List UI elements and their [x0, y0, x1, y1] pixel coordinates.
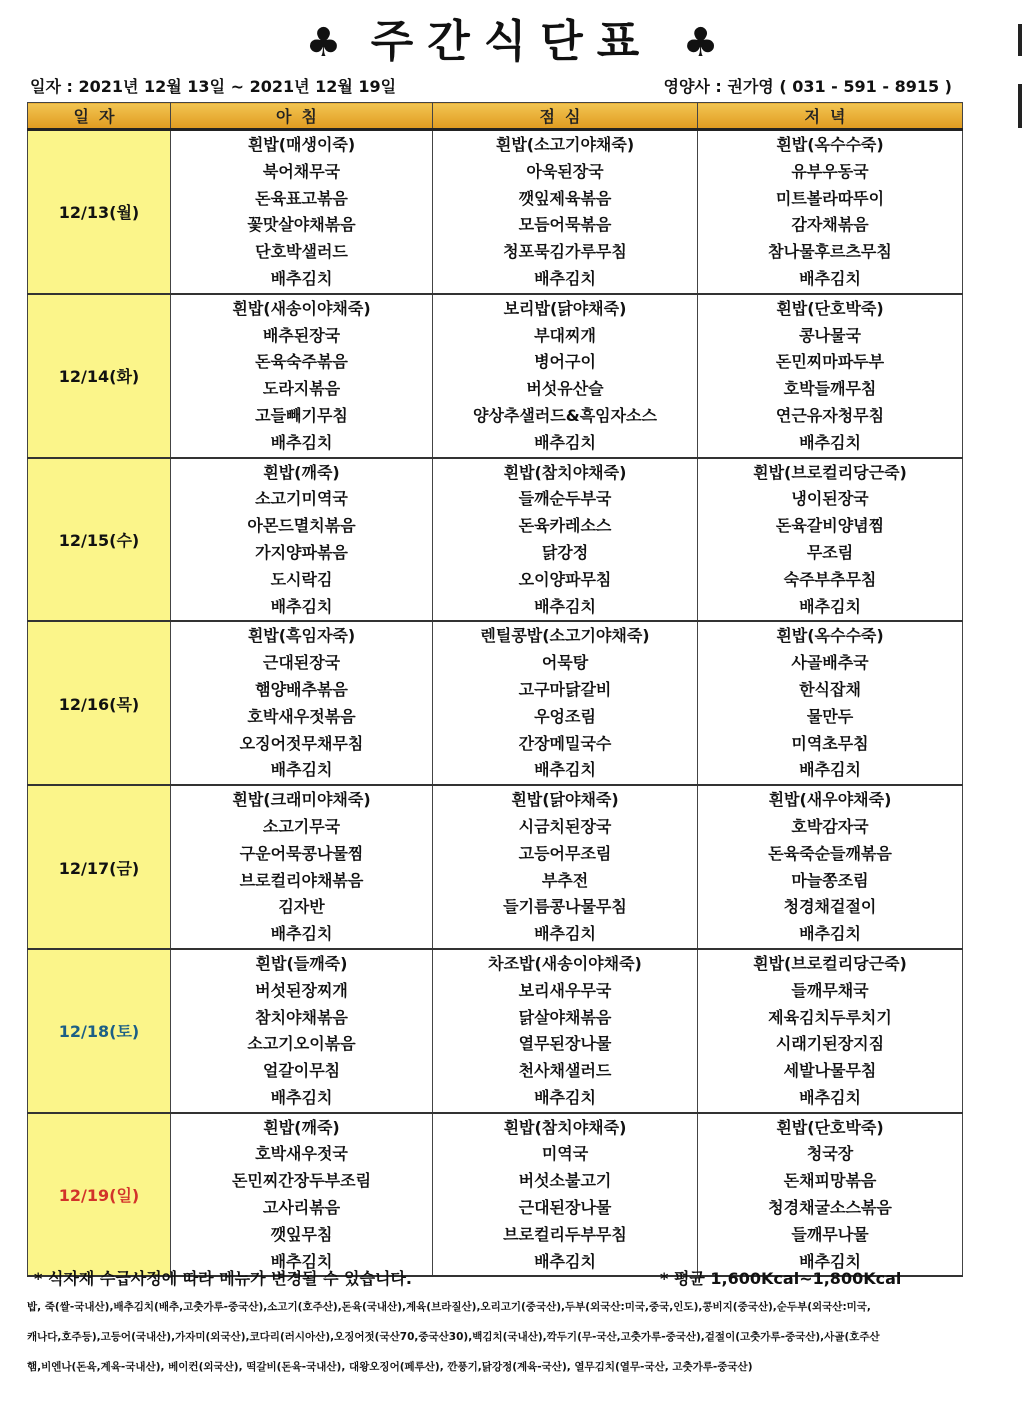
menu-item: 물만두	[806, 706, 854, 726]
breakfast-cell	[171, 621, 433, 785]
scan-edge-mark	[1018, 24, 1022, 56]
menu-item: 버섯소불고기	[518, 1171, 612, 1191]
day-date: 12/15(수)	[28, 458, 171, 622]
menu-item: 보리밥(닭야채죽)	[503, 298, 627, 318]
origin-line: 캐나다,호주등),고등어(국내산),가자미(외국산),코다리(러시아산),오징어젓(국산70,중국산30),백김치(국내산),깍두기(무-국산,고춧가루-중국산),겉절이(고춧가루-중국산),사골(호주산	[27, 1331, 880, 1343]
menu-item: 흰밥(들깨죽)	[255, 953, 348, 973]
menu-item: 가지양파볶음	[255, 542, 348, 562]
menu-item: 호박들깨무침	[783, 379, 877, 399]
menu-item: 흰밥(닭야채죽)	[511, 790, 619, 810]
menu-item: 꽃맛살야채볶음	[247, 215, 356, 235]
menu-item: 미트볼라따뚜이	[775, 188, 885, 208]
menu-item: 사골배추국	[791, 653, 869, 673]
menu-item: 근대된장나물	[518, 1198, 612, 1218]
menu-item: 양상추샐러드&흑임자소스	[473, 405, 657, 425]
day-row	[28, 949, 963, 1113]
menu-item: 시금치된장국	[518, 816, 612, 836]
menu-item: 냉이된장국	[791, 489, 869, 509]
scan-edge-mark	[1018, 84, 1022, 128]
menu-item: 청국장	[806, 1144, 854, 1164]
club-icon: ♣	[682, 20, 719, 66]
lunch-cell	[433, 130, 698, 294]
origin-line: 햄,비엔나(돈육,계육-국내산), 베이컨(외국산), 떡갈비(돈육-국내산), 대왕오징어(페루산), 깐풍기,닭강정(계육-국산), 열무김치(열무-국산, 고춧가루-중국산)	[27, 1361, 753, 1373]
menu-item: 배추김치	[799, 1251, 861, 1271]
menu-item: 미역초무침	[791, 733, 869, 753]
menu-item: 흰밥(참치야채죽)	[503, 462, 627, 482]
menu-item: 들깨순두부국	[518, 489, 612, 509]
lunch-cell	[433, 621, 698, 785]
menu-item: 오이양파무침	[518, 569, 612, 589]
menu-item: 들깨무채국	[791, 980, 869, 1000]
menu-item: 흰밥(매생이죽)	[247, 135, 356, 154]
menu-item: 흰밥(단호박죽)	[776, 298, 884, 318]
column-header-breakfast: 아침	[171, 103, 433, 130]
menu-item: 참나물후르츠무침	[768, 242, 892, 262]
dinner-cell	[698, 949, 963, 1113]
breakfast-cell	[171, 1113, 433, 1277]
menu-item: 햄양배추볶음	[255, 679, 348, 699]
menu-item: 미역국	[541, 1144, 589, 1164]
column-header-date: 일자	[28, 103, 171, 130]
menu-item: 참치야채볶음	[255, 1007, 348, 1027]
menu-item: 흰밥(흑임자죽)	[247, 626, 356, 646]
day-date: 12/19(일)	[28, 1113, 171, 1277]
breakfast-cell	[171, 294, 433, 458]
menu-item: 보리새우무국	[518, 980, 612, 1000]
menu-item: 배추김치	[534, 1087, 596, 1107]
menu-item: 시래기된장지짐	[775, 1034, 885, 1054]
lunch-cell	[433, 458, 698, 622]
menu-item: 부추전	[541, 870, 589, 890]
menu-item: 배추된장국	[262, 325, 341, 345]
menu-item: 돈민찌간장두부조림	[231, 1171, 372, 1191]
menu-item: 호박감자국	[791, 816, 869, 836]
menu-item: 흰밥(참치야채죽)	[503, 1117, 627, 1137]
menu-item: 유부우동국	[791, 161, 869, 181]
menu-item: 흰밥(옥수수죽)	[776, 626, 884, 646]
menu-item: 콩나물국	[799, 325, 861, 345]
lunch-cell	[433, 949, 698, 1113]
menu-item: 흰밥(크래미야채죽)	[232, 790, 371, 810]
menu-item: 김자반	[278, 897, 325, 917]
change-notice: * 식자재 수급사정에 따라 메뉴가 변경될 수 있습니다.	[34, 1269, 413, 1288]
dinner-cell	[698, 621, 963, 785]
menu-item: 브로컬리두부무침	[503, 1224, 627, 1244]
weekly-menu-table	[27, 102, 963, 1277]
menu-item: 버섯유산슬	[526, 379, 604, 399]
menu-item: 렌틸콩밥(소고기야채죽)	[480, 626, 650, 646]
menu-item: 돈채피망볶음	[783, 1171, 877, 1191]
menu-item: 연근유자청무침	[775, 405, 885, 425]
lunch-cell	[433, 785, 698, 949]
average-calories: * 평균 1,600Kcal~1,800Kcal	[660, 1269, 902, 1288]
menu-item: 배추김치	[799, 432, 861, 452]
menu-item: 배추김치	[534, 432, 596, 452]
menu-item: 청포묵김가루무침	[503, 242, 627, 262]
menu-item: 세발나물무침	[783, 1061, 877, 1081]
day-date: 12/18(토)	[28, 949, 171, 1113]
menu-item: 어묵탕	[541, 653, 589, 673]
menu-item: 흰밥(브로컬리당근죽)	[753, 462, 907, 482]
menu-item: 돈육숙주볶음	[255, 352, 348, 372]
menu-item: 배추김치	[270, 1087, 333, 1107]
menu-item: 들기름콩나물무침	[503, 897, 627, 917]
menu-item: 천사채샐러드	[518, 1061, 612, 1081]
menu-item: 흰밥(새우야채죽)	[768, 790, 892, 810]
menu-item: 근대된장국	[262, 653, 341, 673]
column-header-dinner: 저녁	[698, 103, 963, 130]
menu-item: 배추김치	[534, 596, 596, 616]
menu-item: 구운어묵콩나물찜	[239, 843, 364, 863]
lunch-cell	[433, 294, 698, 458]
menu-item: 아욱된장국	[526, 161, 604, 181]
day-row	[28, 458, 963, 622]
menu-item: 배추김치	[270, 924, 333, 944]
menu-item: 얼갈이무침	[262, 1061, 341, 1081]
menu-item: 열무된장나물	[518, 1034, 612, 1054]
menu-item: 모듬어묵볶음	[518, 215, 612, 235]
menu-item: 청경채굴소스볶음	[768, 1198, 892, 1218]
breakfast-cell	[171, 458, 433, 622]
menu-item: 배추김치	[799, 760, 861, 780]
menu-item: 돈육죽순들깨볶음	[768, 843, 892, 863]
menu-item: 버섯된장찌개	[255, 980, 348, 1000]
dinner-cell	[698, 458, 963, 622]
menu-body	[28, 130, 963, 1277]
menu-item: 배추김치	[799, 1087, 861, 1107]
menu-item: 소고기미역국	[255, 489, 348, 509]
origin-line: 밥, 죽(쌀-국내산),배추김치(배추,고춧가루-중국산),소고기(호주산),돈육(국내산),계육(브라질산),오리고기(중국산),두부(외국산:미국,중국,인도),콩비지(중국산),순두부(외국산:미국,	[27, 1301, 871, 1313]
menu-item: 돈육갈비양념찜	[775, 516, 885, 536]
day-row	[28, 130, 963, 294]
menu-item: 병어구이	[534, 352, 596, 372]
breakfast-cell	[171, 949, 433, 1113]
menu-item: 배추김치	[270, 596, 333, 616]
menu-item: 흰밥(새송이야채죽)	[232, 298, 371, 318]
breakfast-cell	[171, 130, 433, 294]
menu-item: 간장메밀국수	[518, 733, 612, 753]
menu-item: 청경채겉절이	[783, 897, 877, 917]
menu-item: 배추김치	[534, 268, 596, 288]
dinner-cell	[698, 1113, 963, 1277]
lunch-cell	[433, 1113, 698, 1277]
menu-item: 우엉조림	[534, 706, 596, 726]
day-row	[28, 1113, 963, 1277]
menu-item: 배추김치	[799, 596, 861, 616]
column-header-lunch: 점심	[433, 103, 698, 130]
menu-item: 흰밥(소고기야채죽)	[495, 135, 635, 154]
menu-item: 고구마닭갈비	[518, 679, 612, 699]
menu-item: 배추김치	[270, 760, 333, 780]
menu-item: 배추김치	[270, 268, 333, 288]
menu-item: 닭강정	[541, 542, 589, 562]
menu-item: 도시락김	[270, 569, 333, 589]
menu-item: 호박새우젓국	[255, 1144, 348, 1164]
menu-item: 닭살야채볶음	[518, 1007, 612, 1027]
table-header-row	[28, 103, 963, 130]
menu-item: 한식잡채	[799, 679, 861, 699]
dinner-cell	[698, 130, 963, 294]
menu-item: 들깨무나물	[791, 1224, 869, 1244]
menu-item: 고사리볶음	[262, 1198, 341, 1218]
page-title	[0, 14, 1024, 70]
menu-item: 차조밥(새송이야채죽)	[488, 953, 642, 973]
menu-item: 부대찌개	[534, 325, 596, 345]
day-date: 12/17(금)	[28, 785, 171, 949]
menu-item: 배추김치	[270, 1251, 333, 1271]
dinner-cell	[698, 294, 963, 458]
menu-item: 호박새우젓볶음	[247, 706, 356, 726]
menu-item: 배추김치	[799, 268, 861, 288]
menu-item: 배추김치	[534, 1251, 596, 1271]
menu-item: 흰밥(옥수수죽)	[776, 135, 884, 154]
dinner-cell	[698, 785, 963, 949]
menu-item: 마늘쫑조림	[791, 870, 869, 890]
nutritionist-info: 영양사 : 권가영 ( 031 - 591 - 8915 )	[663, 77, 952, 96]
menu-item: 배추김치	[534, 924, 596, 944]
menu-item: 브로컬리야채볶음	[239, 870, 364, 890]
menu-item: 깻잎제육볶음	[518, 188, 612, 208]
menu-item: 배추김치	[270, 432, 333, 452]
day-row	[28, 785, 963, 949]
menu-item: 고등어무조림	[518, 843, 612, 863]
club-icon: ♣	[305, 20, 342, 66]
menu-item: 흰밥(깨죽)	[263, 1117, 340, 1137]
menu-item: 고들빼기무침	[255, 405, 348, 425]
day-date: 12/14(화)	[28, 294, 171, 458]
menu-item: 돈민찌마파두부	[775, 352, 885, 372]
menu-item: 흰밥(브로컬리당근죽)	[753, 953, 907, 973]
menu-item: 돈육표고볶음	[255, 188, 348, 208]
menu-item: 숙주부추무침	[783, 569, 877, 589]
menu-item: 오징어젓무채무침	[239, 733, 364, 753]
menu-item: 북어채무국	[262, 161, 341, 181]
day-row	[28, 294, 963, 458]
menu-item: 제육김치두루치기	[768, 1007, 892, 1027]
menu-item: 흰밥(단호박죽)	[776, 1117, 884, 1137]
menu-item: 돈육카레소스	[518, 516, 612, 536]
menu-item: 무조림	[806, 542, 854, 562]
day-date: 12/13(월)	[28, 130, 171, 294]
menu-item: 깻잎무침	[270, 1224, 333, 1244]
day-row	[28, 621, 963, 785]
menu-item: 소고기무국	[262, 816, 341, 836]
menu-item: 감자채볶음	[791, 215, 869, 235]
title-text: 주간식단표	[370, 16, 654, 67]
date-range: 일자 : 2021년 12월 13일 ~ 2021년 12월 19일	[30, 77, 397, 96]
menu-item: 소고기오이볶음	[247, 1034, 356, 1054]
menu-item: 아몬드멸치볶음	[247, 516, 356, 536]
menu-item: 흰밥(깨죽)	[263, 462, 340, 482]
menu-item: 배추김치	[799, 924, 861, 944]
day-date: 12/16(목)	[28, 621, 171, 785]
menu-item: 배추김치	[534, 760, 596, 780]
menu-item: 도라지볶음	[262, 379, 341, 399]
breakfast-cell	[171, 785, 433, 949]
menu-item: 단호박샐러드	[255, 242, 348, 262]
